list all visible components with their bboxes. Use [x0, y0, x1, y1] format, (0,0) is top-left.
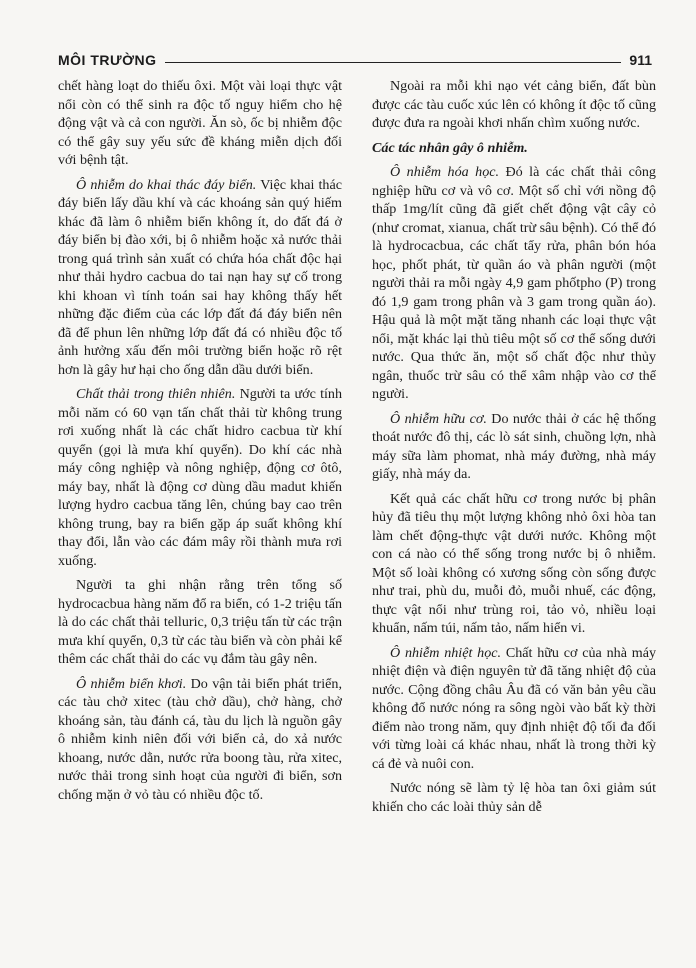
left-column [58, 77, 342, 810]
paragraph [58, 385, 342, 570]
paragraph-body: Chất hữu cơ của nhà máy nhiệt điện và điện nguyên tử đã tăng nhiệt độ của nước. Cộng đồng châu Âu đã có văn bản yêu cầu không đổ nước nóng ra sông ngòi vào bất kỳ thời điểm nào trong năm, quy định nhiệt độ tối đa đối với từng loài cá khác nhau, nhất là trong thời kỳ cá đẻ và nuôi con. [372, 644, 657, 772]
paragraph [372, 163, 656, 404]
page-header [58, 46, 652, 68]
paragraph: Kết quả các chất hữu cơ trong nước bị phân hủy đã tiêu thụ một lượng không nhỏ ôxi hòa tan làm chết động-thực vật dưới nước. Không một con cá nào có thể sống trong nước bị ô nhiễm. Một số loài không có xương sống còn sống được như trai, phù du, muỗi đỏ, muỗi nhuế, các động, thực vật nổi như trùng roi, tảo vỏ, nhiều loại khuẩn, nấm túi, nấm tảo, nấm hiển vi. [372, 490, 656, 636]
paragraph: Người ta ghi nhận rằng trên tổng số hydrocacbua hàng năm đổ ra biển, có 1-2 triệu tấn là do các chất thải telluric, 0,3 triệu tấn từ các trận mưa khí quyển, 0,3 từ các tàu biển và còn phải kể thêm các chất thải do các vụ đắm tàu gây nên. [58, 577, 342, 667]
right-column [372, 77, 656, 822]
paragraph-lead: Ô nhiễm hữu cơ. [390, 410, 487, 427]
paragraph-body: Người ta ước tính mỗi năm có 60 vạn tấn chất thải từ không trung rơi xuống nhất là các chất hidro cacbua từ khí quyển (gọi là mưa khí quyển). Do khí các nhà máy công nghiệp và nông nghiệp, động cơ ôtô, máy bay, nhất là động cơ dùng dầu madut khiến lượng hydro cacbua tăng lên, chúng bay cao trên không trung, bay ra biển gặp áp suất không khí thay đổi, lẫn vào các đám mây rồi thành mưa rơi xuống. [58, 386, 342, 569]
paragraph: Ngoài ra mỗi khi nạo vét cảng biển, đất bùn được các tàu cuốc xúc lên có không ít độc tố cũng được đưa ra ngoài khơi nhấn chìm xuống nước. [372, 78, 656, 131]
paragraph-lead: Ô nhiễm do khai thác đáy biển. [76, 176, 257, 193]
paragraph-body: Do vận tải biển phát triển, các tàu chở xitec (tàu chở dầu), chở hàng, chở khoáng sản, tàu đánh cá, tàu du lịch là nguồn gây ô nhiễm kinh niên đối với biển cả, do xả nước khoang, nước dằn, nước rửa boong tàu, rửa xitec, nước thải trong sinh hoạt của người đi biển, sơn chống mặn ở vỏ tàu có nhiều độc tố. [58, 675, 342, 803]
paragraph-lead: Ô nhiễm biển khơi. [76, 675, 187, 692]
paragraph [58, 176, 342, 380]
paragraph [58, 675, 342, 805]
paragraph [372, 644, 656, 774]
page-number: 911 [629, 52, 652, 68]
running-title: MÔI TRƯỜNG [58, 52, 157, 68]
paragraph-lead: Ô nhiễm nhiệt học. [390, 644, 502, 661]
header-rule [165, 62, 622, 63]
paragraph-lead: Chất thải trong thiên nhiên. [76, 386, 236, 402]
paragraph-body: Đó là các chất thải công nghiệp hữu cơ và vô cơ. Một số chỉ với nồng độ thấp 1mg/lít cũng đã giết chết động vật cây cỏ (như cromat, xianua, chất trừ sâu bệnh). Có thể đó là hydrocacbua, các chất tẩy rửa, phân bón hóa học, phốt phát, từ quần áo và phân người (một người thải ra mỗi ngày 4,9 gam phốtpho (P) trong đó 1,9 gam trong phân và 3 gam trong quần áo). Hậu quả là một mặt tăng nhanh các loại thực vật nổi, mặt khác lại thủ tiêu một số cơ thể sống dưới nước. Qua thức ăn, một số chất độc như thủy ngân, thuốc trừ sâu có thể xâm nhập vào cơ thể người. [372, 164, 656, 402]
paragraph: chết hàng loạt do thiếu ôxi. Một vài loại thực vật nổi còn có thể sinh ra độc tố nguy hiểm cho hệ động vật và cả con người. Ăn sò, ốc bị nhiễm độc có thể gây suy yếu sức đề kháng miễn dịch đối với bệnh tật. [58, 78, 342, 168]
paragraph-lead: Ô nhiễm hóa học. [390, 164, 500, 180]
paragraph: Nước nóng sẽ làm tỷ lệ hòa tan ôxi giảm sút khiến cho các loài thủy sản dễ [372, 780, 656, 815]
section-heading: Các tác nhân gây ô nhiễm. [372, 139, 528, 156]
paragraph [372, 410, 656, 484]
paragraph-body: Do nước thải ở các hệ thống thoát nước đô thị, các lò sát sinh, chuồng lợn, nhà máy sữa làm phomat, nhà máy đường, nhà máy giấy, nhà máy da. [372, 410, 656, 482]
paragraph-body: Việc khai thác đáy biển lấy dầu khí và các khoáng sản quý hiếm khác đã làm ô nhiễm biển không ít, do đất đá ở đáy biển bị đào xới, bị ô nhiễm hoặc xả nước thải trong quá trình sản xuất có chứa hóa chất độc hại như thải hydro cacbua do tai nạn hay sự cố trong khi khoan vì tính toán sai hay không thấy hết những đặc điểm của các lớp đất đá đáy biển nên đã để phun lên những lớp đất đá có nhiều độc tố ảnh hưởng xấu đến môi trường biển hoặc rõ rệt hơn là gây hư hại cho ống dẫn dầu dưới biển. [58, 176, 342, 378]
